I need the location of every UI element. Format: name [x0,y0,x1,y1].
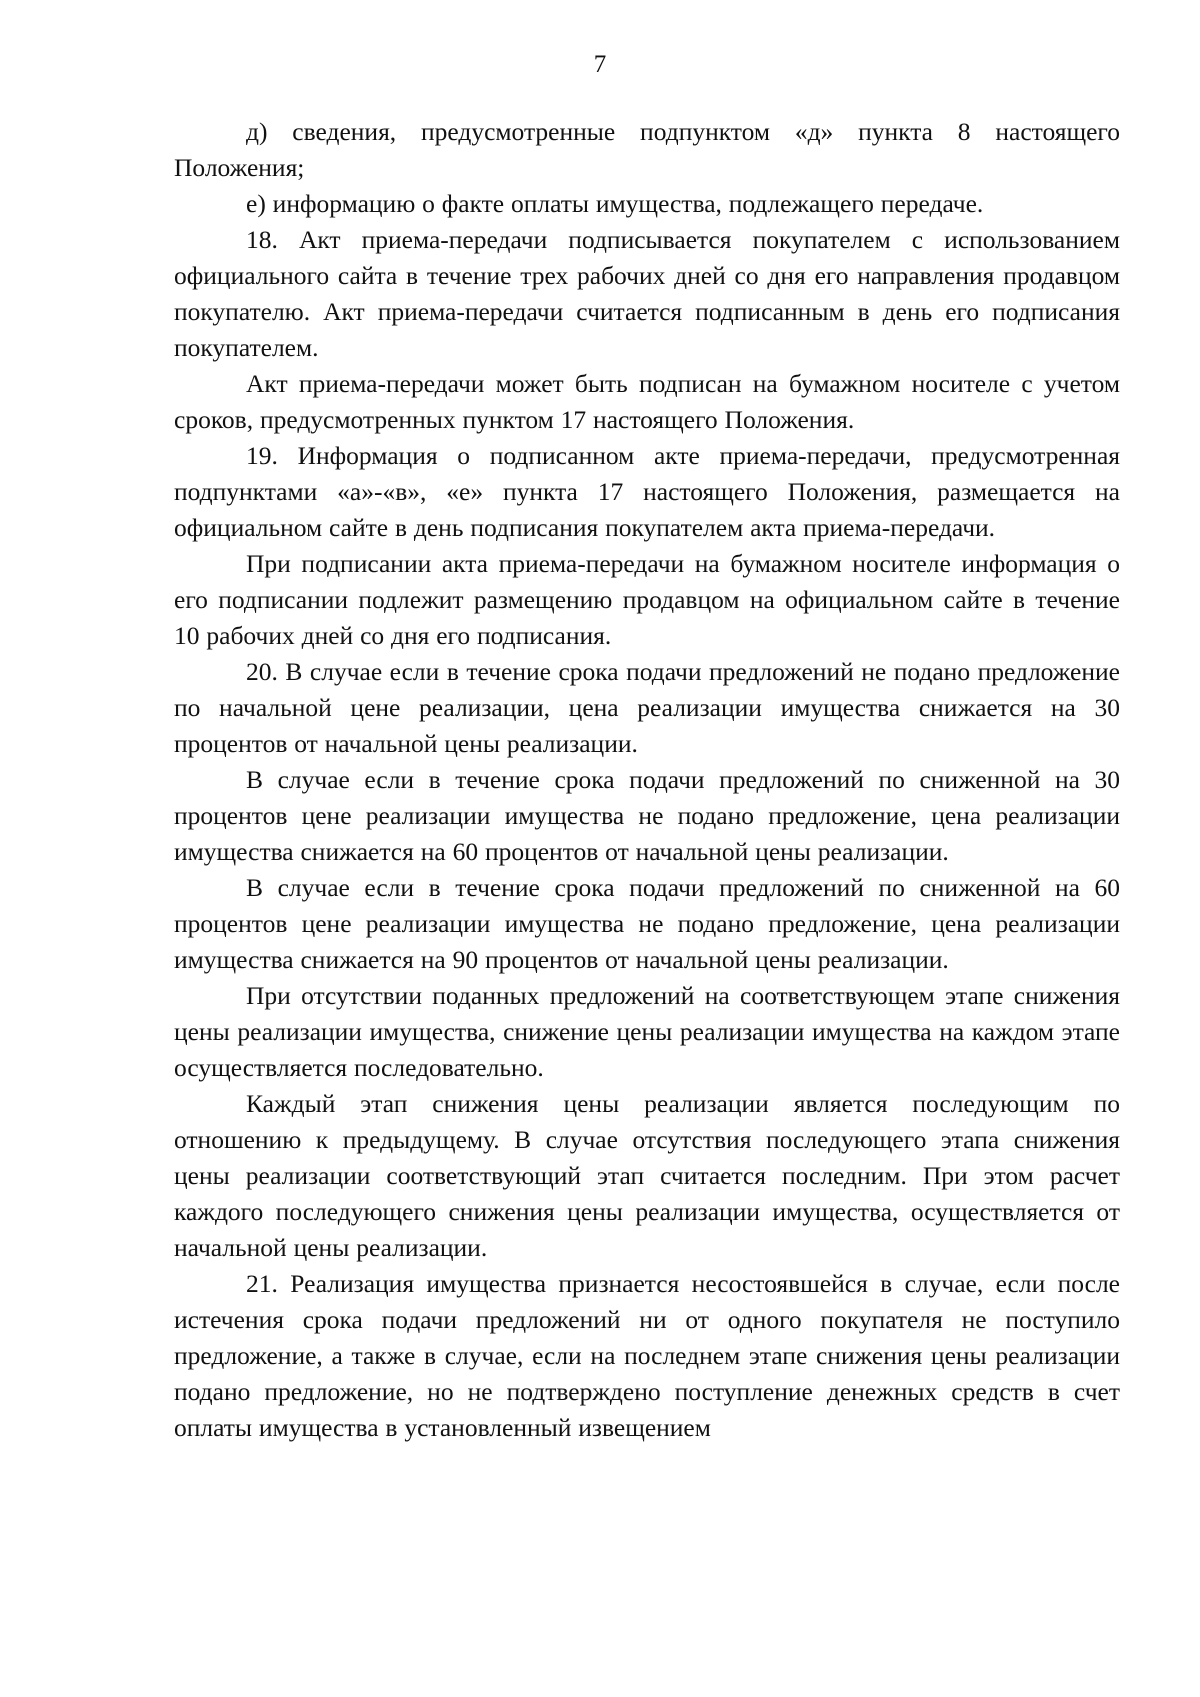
paragraph-clause-20: 20. В случае если в течение срока подачи предложений не подано предложение по начальной цене реализации, цена реализации имущества снижается на 30 процентов от начальной цены реализации. [174,657,1120,758]
document-body [174,114,1120,1446]
paragraph-clause-20-each-step: Каждый этап снижения цены реализации является последующим по отношению к предыдущему. В случае отсутствия последующего этапа снижения цены реализации соответствующий этап считается последним. При этом расчет каждого последующего снижения цены реализации имущества, осуществляется от начальной цены реализации. [174,1089,1120,1262]
paragraph-subitem-d: д) сведения, предусмотренные подпунктом «д» пункта 8 настоящего Положения; [174,117,1120,182]
paragraph-clause-19: 19. Информация о подписанном акте приема-передачи, предусмотренная подпунктами «а»-«в», «е» пункта 17 настоящего Положения, размещается на официальном сайте в день подписания покупателем акта приема-передачи. [174,441,1120,542]
paragraph-clause-19-paper: При подписании акта приема-передачи на бумажном носителе информация о его подписании подлежит размещению продавцом на официальном сайте в течение 10 рабочих дней со дня его подписания. [174,549,1120,650]
page-number: 7 [593,51,607,78]
paragraph-clause-18: 18. Акт приема-передачи подписывается покупателем с использованием официального сайта в течение трех рабочих дней со дня его направления продавцом покупателю. Акт приема-передачи считается подписанным в день его подписания покупателем. [174,225,1120,362]
paragraph-clause-20-step-90: В случае если в течение срока подачи предложений по сниженной на 60 процентов цене реализации имущества не подано предложение, цена реализации имущества снижается на 90 процентов от начальной цены реализации. [174,873,1120,974]
paragraph-clause-18-paper: Акт приема-передачи может быть подписан на бумажном носителе с учетом сроков, предусмотренных пунктом 17 настоящего Положения. [174,369,1120,434]
paragraph-subitem-e: е) информацию о факте оплаты имущества, подлежащего передаче. [246,189,984,218]
paragraph-clause-20-sequence: При отсутствии поданных предложений на соответствующем этапе снижения цены реализации имущества, снижение цены реализации имущества на каждом этапе осуществляется последовательно. [174,981,1120,1082]
paragraph-clause-20-step-60: В случае если в течение срока подачи предложений по сниженной на 30 процентов цене реализации имущества не подано предложение, цена реализации имущества снижается на 60 процентов от начальной цены реализации. [174,765,1120,866]
paragraph-clause-21: 21. Реализация имущества признается несостоявшейся в случае, если после истечения срока подачи предложений ни от одного покупателя не поступило предложение, а также в случае, если на последнем этапе снижения цены реализации подано предложение, но не подтверждено поступление денежных средств в счет оплаты имущества в установленный извещением [174,1269,1120,1442]
